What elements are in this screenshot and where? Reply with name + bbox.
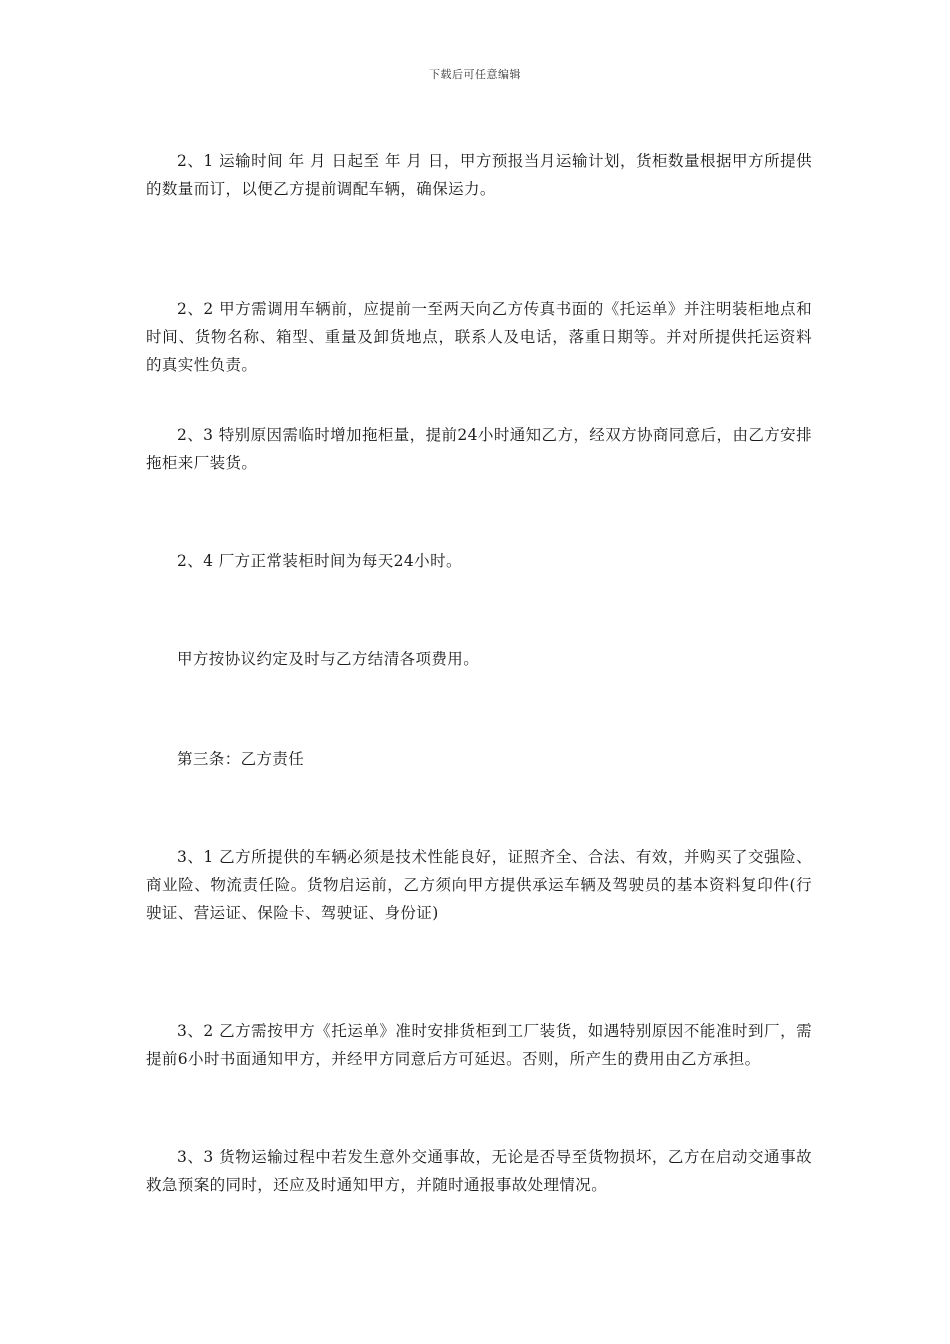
payment-clause: 甲方按协议约定及时与乙方结清各项费用。 — [177, 650, 480, 668]
article-3-heading: 第三条：乙方责任 — [177, 750, 305, 768]
clause-3-3: 3、3 货物运输过程中若发生意外交通事故，无论是否导至货物损坏，乙方在启动交通事故救急预案的同时，还应及时通知甲方，并随时通报事故处理情况。 — [146, 1148, 812, 1194]
header-note: 下载后可任意编辑 — [429, 68, 521, 81]
clause-2-2: 2、2 甲方需调用车辆前，应提前一至两天向乙方传真书面的《托运单》并注明装柜地点和时间、货物名称、箱型、重量及卸货地点，联系人及电话，落重日期等。并对所提供托运资料的真实性负责。 — [146, 300, 812, 374]
clause-3-2: 3、2 乙方需按甲方《托运单》准时安排货柜到工厂装货，如遇特别原因不能准时到厂，需提前6小时书面通知甲方，并经甲方同意后方可延迟。否则，所产生的费用由乙方承担。 — [146, 1022, 812, 1068]
clause-2-4: 2、4 厂方正常装柜时间为每天24小时。 — [177, 552, 462, 570]
clause-2-3: 2、3 特别原因需临时增加拖柜量，提前24小时通知乙方，经双方协商同意后，由乙方安排拖柜来厂装货。 — [146, 426, 812, 472]
clause-2-1: 2、1 运输时间 年 月 日起至 年 月 日，甲方预报当月运输计划，货柜数量根据甲方所提供的数量而订，以便乙方提前调配车辆，确保运力。 — [146, 152, 812, 198]
clause-3-1: 3、1 乙方所提供的车辆必须是技术性能良好，证照齐全、合法、有效，并购买了交强险、商业险、物流责任险。货物启运前，乙方须向甲方提供承运车辆及驾驶员的基本资料复印件(行驶证、营运证、保险卡、驾驶证、身份证) — [146, 848, 812, 922]
